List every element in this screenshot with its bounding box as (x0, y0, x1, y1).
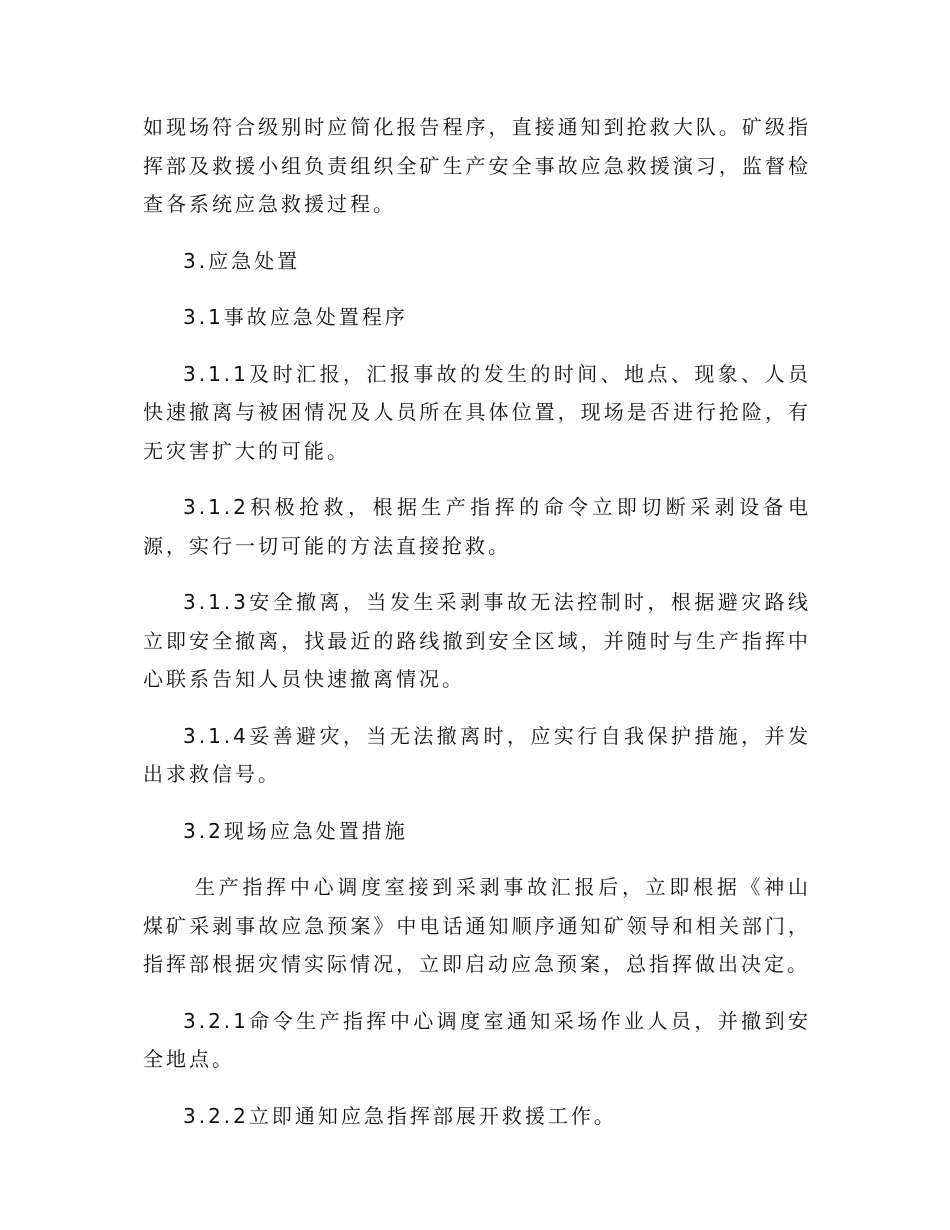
heading-onsite-measures: 3.2现场应急处置措施 (183, 818, 408, 843)
heading-accident-procedure: 3.1事故应急处置程序 (183, 305, 408, 329)
heading-emergency-response: 3.应急处置 (183, 248, 301, 273)
paragraph-dispatch-response: 生产指挥中心调度室接到采剥事故汇报后，立即根据《神山煤矿采剥事故应急预案》中电话通知顺序通知矿领导和相关部门，指挥部根据灾情实际情况，立即启动应急预案，总指挥做出决定。 (143, 875, 811, 976)
paragraph-safe-evacuation: 3.1.3安全撤离，当发生采剥事故无法控制时，根据避灾路线立即安全撤离，找最近的路线撤到安全区域，并随时与生产指挥中心联系告知人员快速撤离情况。 (143, 590, 811, 691)
paragraph-shelter-in-place: 3.1.4妥善避灾，当无法撤离时，应实行自我保护措施，并发出求救信号。 (143, 723, 811, 786)
paragraph-intro: 如现场符合级别时应简化报告程序，直接通知到抢救大队。矿级指挥部及救援小组负责组织全矿生产安全事故应急救援演习，监督检查各系统应急救援过程。 (143, 115, 811, 216)
paragraph-command-evacuation: 3.2.1命令生产指挥中心调度室通知采场作业人员，并撤到安全地点。 (143, 1008, 811, 1071)
paragraph-report-promptly: 3.1.1及时汇报，汇报事故的发生的时间、地点、现象、人员快速撤离与被困情况及人员所在具体位置，现场是否进行抢险，有无灾害扩大的可能。 (143, 361, 811, 463)
paragraph-active-rescue: 3.1.2积极抢救，根据生产指挥的命令立即切断采剥设备电源，实行一切可能的方法直接抢救。 (143, 495, 811, 558)
document-body (143, 108, 811, 1153)
paragraph-notify-command: 3.2.2立即通知应急指挥部展开救援工作。 (183, 1103, 617, 1128)
